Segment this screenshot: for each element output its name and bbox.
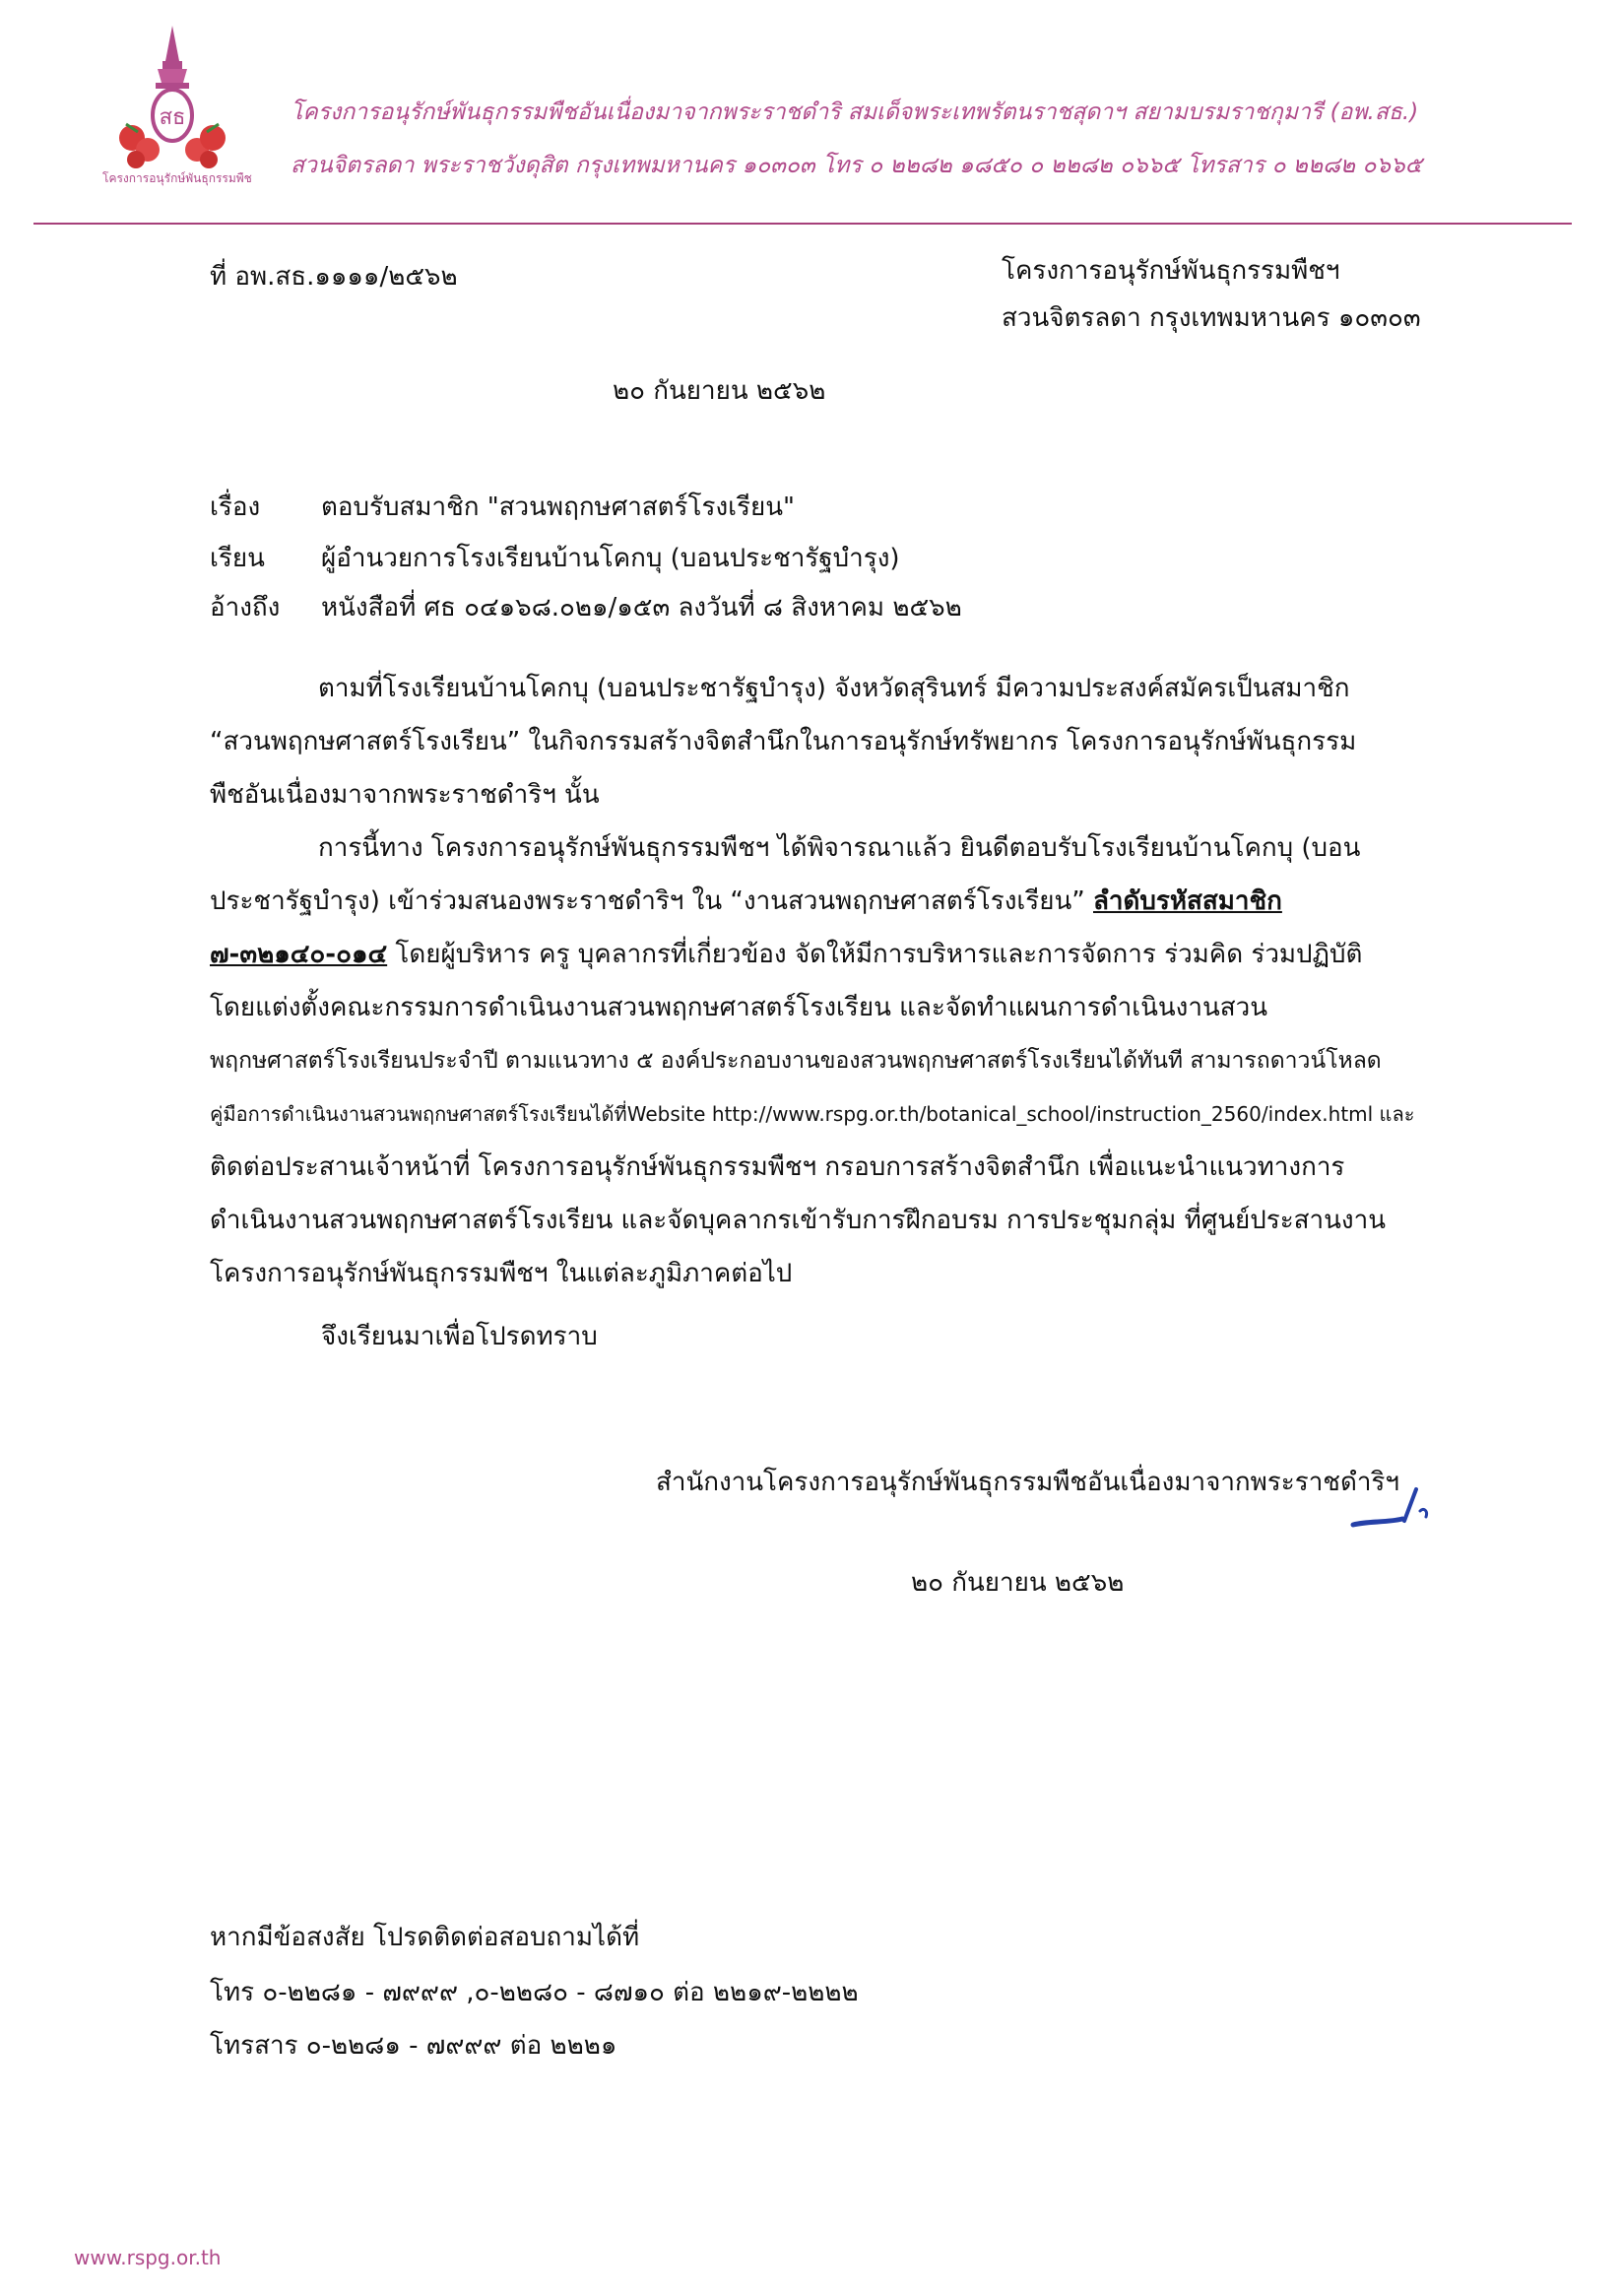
document-date: ๒๐ กันยายน ๒๕๖๒: [613, 376, 826, 406]
letterhead-divider: [33, 223, 1572, 225]
to-label: เรียน: [210, 544, 265, 573]
paragraph-line: [210, 875, 1436, 928]
closing-text: จึงเรียนมาเพื่อโปรดทราบ: [321, 1322, 598, 1351]
paragraph-line: พืชอันเนื่องมาจากพระราชดำริฯ นั้น: [210, 780, 600, 810]
sender-name: โครงการอนุรักษ์พันธุกรรมพืชฯ: [1002, 256, 1340, 286]
signature-office: สำนักงานโครงการอนุรักษ์พันธุกรรมพืชอันเนื่องมาจากพระราชดำริฯ: [656, 1468, 1399, 1497]
paragraph-line: โครงการอนุรักษ์พันธุกรรมพืชฯ ในแต่ละภูมิภาคต่อไป: [210, 1259, 793, 1288]
contact-fax: โทรสาร ๐-๒๒๘๑ - ๗๙๙๙ ต่อ ๒๒๒๑: [210, 2031, 617, 2061]
paragraph-line: “สวนพฤกษศาสตร์โรงเรียน” ในกิจกรรมสร้างจิตสำนึกในการอนุรักษ์ทรัพยากร โครงการอนุรักษ์พันธุกรรม: [210, 727, 1357, 756]
sender-address: สวนจิตรลดา กรุงเทพมหานคร ๑๐๓๐๓: [1002, 303, 1421, 333]
paragraph-line: ติดต่อประสานเจ้าหน้าที่ โครงการอนุรักษ์พันธุกรรมพืชฯ กรอบการสร้างจิตสำนึก เพื่อแนะนำแนวทางการ: [210, 1152, 1345, 1182]
reference-label: อ้างถึง: [210, 593, 281, 623]
paragraph-text: โดยผู้บริหาร ครู บุคลากรที่เกี่ยวข้อง จัดให้มีการบริหารและการจัดการ ร่วมคิด ร่วมปฏิบัติ: [387, 940, 1363, 969]
paragraph-line: [210, 928, 1436, 981]
contact-phone: โทร ๐-๒๒๘๑ - ๗๙๙๙ ,๐-๒๒๘๐ - ๘๗๑๐ ต่อ ๒๒๑๙-๒๒๒๒: [210, 1978, 859, 2007]
contact-intro: หากมีข้อสงสัย โปรดติดต่อสอบถามได้ที่: [210, 1923, 640, 1952]
letterhead-title: โครงการอนุรักษ์พันธุกรรมพืชอันเนื่องมาจากพระราชดำริ สมเด็จพระเทพรัตนราชสุดาฯ สยามบรมราชกุมารี (อพ.สธ.): [291, 99, 1419, 125]
svg-text:สธ: สธ: [159, 105, 186, 130]
paragraph-line: คู่มือการดำเนินงานสวนพฤกษศาสตร์โรงเรียนได้ที่Website http://www.rspg.or.th/botanical_school/instruction_2560/index.html และ: [210, 1102, 1415, 1126]
letterhead-address: สวนจิตรลดา พระราชวังดุสิต กรุงเทพมหานคร ๑๐๓๐๓ โทร ๐ ๒๒๘๒ ๑๘๕๐ ๐ ๒๒๘๒ ๐๖๖๕ โทรสาร ๐ ๒๒๘๒ ๐๖๖๕: [291, 153, 1422, 178]
paragraph-line: ตามที่โรงเรียนบ้านโคกบุ (บอนประชารัฐบำรุง) จังหวัดสุรินทร์ มีความประสงค์สมัครเป็นสมาชิก: [318, 674, 1350, 703]
paragraph-2: [210, 821, 1436, 1300]
signature-mark: [1347, 1481, 1436, 1537]
paragraph-line: พฤกษศาสตร์โรงเรียนประจำปี ตามแนวทาง ๕ องค์ประกอบงานของสวนพฤกษศาสตร์โรงเรียนได้ทันที สามารถดาวน์โหลด: [210, 1048, 1382, 1074]
paragraph-line: โดยแต่งตั้งคณะกรรมการดำเนินงานสวนพฤกษศาสตร์โรงเรียน และจัดทำแผนการดำเนินงานสวน: [210, 993, 1267, 1022]
to-text: ผู้อำนวยการโรงเรียนบ้านโคกบุ (บอนประชารัฐบำรุง): [321, 544, 900, 573]
signature-scribble: [1347, 1481, 1436, 1537]
paragraph-text: ประชารัฐบำรุง) เข้าร่วมสนองพระราชดำริฯ ใน “งานสวนพฤกษศาสตร์โรงเรียน”: [210, 886, 1093, 916]
signature-date: ๒๐ กันยายน ๒๕๖๒: [911, 1568, 1125, 1598]
paragraph-line: ดำเนินงานสวนพฤกษศาสตร์โรงเรียน และจัดบุคลากรเข้ารับการฝึกอบรม การประชุมกลุ่ม ที่ศูนย์ประสานงาน: [210, 1206, 1386, 1235]
reference-text: หนังสือที่ ศธ ๐๔๑๖๘.๐๒๑/๑๕๓ ลงวันที่ ๘ สิงหาคม ๒๕๖๒: [321, 593, 962, 623]
footer-website[interactable]: www.rspg.or.th: [74, 2246, 222, 2269]
subject-text: ตอบรับสมาชิก "สวนพฤกษศาสตร์โรงเรียน": [321, 492, 795, 522]
rspg-logo: [102, 22, 252, 189]
document-number: ที่ อพ.สธ.๑๑๑๑/๒๕๖๒: [210, 262, 458, 292]
member-code: ๗-๓๒๑๔๐-๐๑๔: [210, 940, 388, 969]
rspg-logo-graphic: [108, 22, 236, 189]
logo-caption: โครงการอนุรักษ์พันธุกรรมพืช: [102, 171, 252, 185]
paragraph-line: การนี้ทาง โครงการอนุรักษ์พันธุกรรมพืชฯ ได้พิจารณาแล้ว ยินดีตอบรับโรงเรียนบ้านโคกบุ (บอน: [318, 833, 1361, 863]
paragraph-1: [210, 662, 1436, 821]
member-code-label: ลำดับรหัสสมาชิก: [1093, 886, 1282, 916]
subject-label: เรื่อง: [210, 492, 261, 522]
